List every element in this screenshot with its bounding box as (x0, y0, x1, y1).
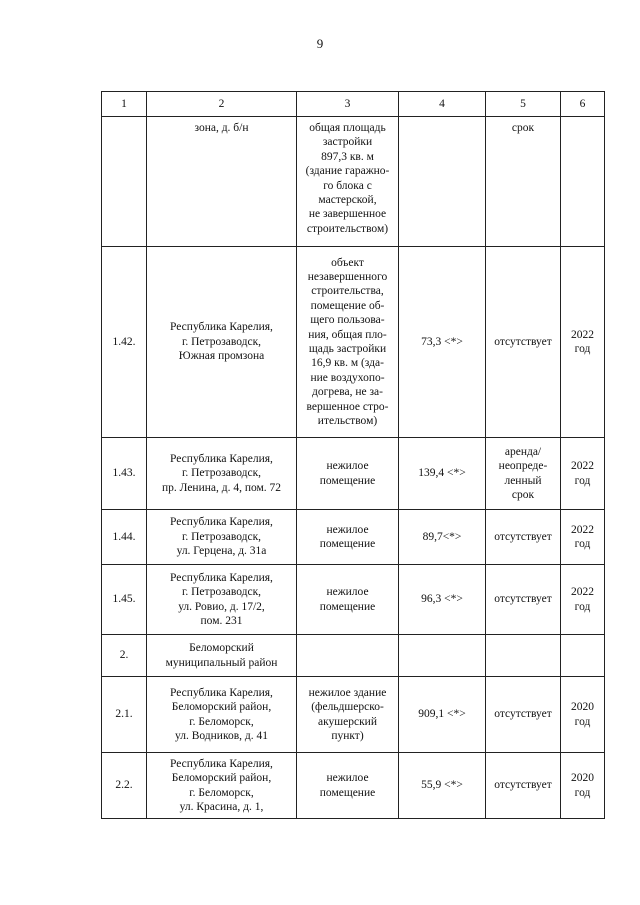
table-header-row (102, 92, 605, 117)
year-cell: 2022 год (561, 565, 605, 635)
address-cell: Республика Карелия, г. Петрозаводск, пр. Ленина, д. 4, пом. 72 (147, 438, 297, 510)
area-cell: 55,9 <*> (399, 753, 486, 819)
address-cell: Республика Карелия, г. Петрозаводск, ул. Герцена, д. 31а (147, 510, 297, 565)
table-row (102, 117, 605, 247)
year-cell (561, 117, 605, 247)
table-row (102, 565, 605, 635)
description-cell (297, 635, 399, 677)
page-number: 9 (316, 36, 324, 51)
encumbrance-cell (486, 635, 561, 677)
address-cell: Беломорский муниципальный район (147, 635, 297, 677)
encumbrance-cell: отсутствует (486, 510, 561, 565)
description-cell: нежилое помещение (297, 753, 399, 819)
year-cell: 2020 год (561, 753, 605, 819)
encumbrance-cell: отсутствует (486, 565, 561, 635)
encumbrance-cell: аренда/ неопреде- ленный срок (486, 438, 561, 510)
description-cell: общая площадь застройки 897,3 кв. м (здание гаражно- го блока с мастерской, не завершенное строительством) (297, 117, 399, 247)
year-cell: 2022 год (561, 438, 605, 510)
year-cell: 2020 год (561, 677, 605, 753)
description-cell: нежилое помещение (297, 565, 399, 635)
header-cell: 1 (102, 92, 147, 117)
header-cell: 5 (486, 92, 561, 117)
row-number-cell: 2.1. (102, 677, 147, 753)
description-cell: нежилое помещение (297, 438, 399, 510)
row-number-cell: 1.43. (102, 438, 147, 510)
description-cell: нежилое здание (фельдшерско- акушерский пункт) (297, 677, 399, 753)
area-cell (399, 117, 486, 247)
header-cell: 3 (297, 92, 399, 117)
area-cell: 73,3 <*> (399, 247, 486, 438)
header-cell: 4 (399, 92, 486, 117)
encumbrance-cell: отсутствует (486, 753, 561, 819)
row-number-cell: 2. (102, 635, 147, 677)
header-cell: 6 (561, 92, 605, 117)
row-number-cell: 1.44. (102, 510, 147, 565)
area-cell: 89,7<*> (399, 510, 486, 565)
table-row (102, 247, 605, 438)
table-row (102, 753, 605, 819)
row-number-cell: 2.2. (102, 753, 147, 819)
description-cell: объект незавершенного строительства, помещение об- щего пользова- ния, общая пло- щадь застройки 16,9 кв. м (зда- ние воздухопо- догрева, не за- вершенное стро- ительством) (297, 247, 399, 438)
area-cell: 96,3 <*> (399, 565, 486, 635)
description-cell: нежилое помещение (297, 510, 399, 565)
area-cell (399, 635, 486, 677)
address-cell: Республика Карелия, г. Петрозаводск, Южная промзона (147, 247, 297, 438)
encumbrance-cell: отсутствует (486, 247, 561, 438)
row-number-cell: 1.45. (102, 565, 147, 635)
year-cell: 2022 год (561, 247, 605, 438)
property-table (101, 91, 605, 819)
table-row (102, 510, 605, 565)
encumbrance-cell: срок (486, 117, 561, 247)
header-cell: 2 (147, 92, 297, 117)
year-cell: 2022 год (561, 510, 605, 565)
table-row (102, 677, 605, 753)
row-number-cell (102, 117, 147, 247)
table-row (102, 438, 605, 510)
address-cell: Республика Карелия, г. Петрозаводск, ул. Ровио, д. 17/2, пом. 231 (147, 565, 297, 635)
year-cell (561, 635, 605, 677)
address-cell: Республика Карелия, Беломорский район, г. Беломорск, ул. Красина, д. 1, (147, 753, 297, 819)
area-cell: 909,1 <*> (399, 677, 486, 753)
address-cell: зона, д. б/н (147, 117, 297, 247)
row-number-cell: 1.42. (102, 247, 147, 438)
table-row (102, 635, 605, 677)
address-cell: Республика Карелия, Беломорский район, г. Беломорск, ул. Водников, д. 41 (147, 677, 297, 753)
encumbrance-cell: отсутствует (486, 677, 561, 753)
area-cell: 139,4 <*> (399, 438, 486, 510)
